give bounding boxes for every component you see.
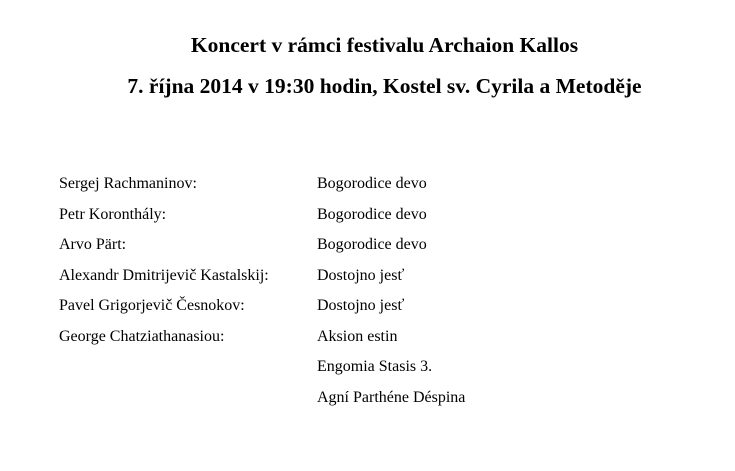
program-row: [59, 173, 679, 204]
work-title: Bogorodice devo: [317, 205, 427, 223]
concert-title: Koncert v rámci festivalu Archaion Kallos: [190, 33, 579, 57]
concert-date-venue: 7. října 2014 v 19:30 hodin, Kostel sv. Cyrila a Metoděje: [127, 74, 642, 98]
program-row: [59, 204, 679, 235]
program-row: [59, 234, 679, 265]
composer-name: George Chatziathanasiou:: [59, 327, 225, 345]
work-title: Engomia Stasis 3.: [317, 358, 433, 375]
program-row: [59, 356, 679, 387]
program-list: [59, 173, 679, 417]
work-title: Dostojno jesť: [317, 297, 405, 314]
program-row: [59, 265, 679, 296]
work-title: Aksion estin: [317, 327, 398, 345]
composer-name: Pavel Grigorjevič Česnokov:: [59, 297, 245, 314]
program-row: [59, 326, 679, 357]
work-title: Bogorodice devo: [317, 236, 427, 253]
program-row: [59, 387, 679, 418]
work-title: Bogorodice devo: [317, 175, 427, 192]
work-title: Agní Parthéne Déspina: [317, 388, 466, 406]
composer-name: Petr Koronthály:: [59, 205, 167, 223]
work-title: Dostojno jesť: [317, 266, 405, 284]
composer-name: Arvo Pärt:: [59, 236, 127, 253]
program-row: [59, 295, 679, 326]
composer-name: Sergej Rachmaninov:: [59, 175, 197, 192]
composer-name: Alexandr Dmitrijevič Kastalskij:: [59, 266, 269, 284]
